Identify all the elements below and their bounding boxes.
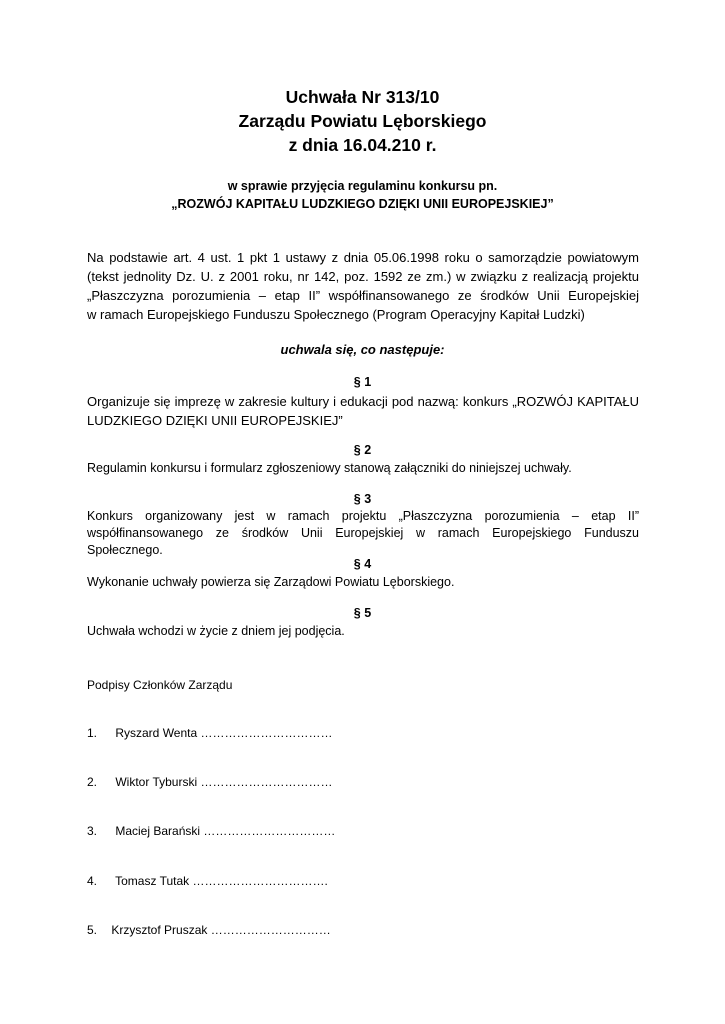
- preamble-line: w ramach Europejskiego Funduszu Społecznego (Program Operacyjny Kapitał Ludzki): [87, 307, 585, 322]
- section-line: Konkurs organizowany jest w ramach projektu „Płaszczyzna porozumienia – etap II”: [87, 509, 639, 523]
- signature-row: [87, 822, 335, 840]
- signatures-heading: Podpisy Członków Zarządu: [87, 678, 233, 692]
- subject-line-1: w sprawie przyjęcia regulaminu konkursu pn.: [227, 179, 498, 193]
- section-line: Regulamin konkursu i formularz zgłoszeniowy stanową załączniki do niniejszej uchwały.: [87, 461, 572, 475]
- document-title-date: z dnia 16.04.210 r.: [288, 135, 437, 155]
- section-5-text: [87, 622, 345, 641]
- signature-row: [87, 773, 332, 791]
- signature-number: 1.: [87, 726, 98, 740]
- section-line: Organizuje się imprezę w zakresie kultury i edukacji pod nazwą: konkurs „ROZWÓJ KAPITAŁU: [87, 394, 639, 409]
- signature-name: Ryszard Wenta: [115, 726, 198, 740]
- signature-dots: ……………………………: [200, 775, 333, 789]
- signature-dots: …………………………….: [192, 874, 328, 888]
- section-5-mark: § 5: [353, 606, 372, 620]
- document-title-number: Uchwała Nr 313/10: [285, 87, 440, 107]
- section-line: LUDZKIEGO DZIĘKI UNII EUROPEJSKIEJ”: [87, 413, 343, 428]
- preamble-line: „Płaszczyzna porozumienia – etap II” współfinansowanego ze środków Unii Europejskiej: [87, 288, 639, 303]
- signature-name: Wiktor Tyburski: [115, 775, 198, 789]
- preamble-line: Na podstawie art. 4 ust. 1 pkt 1 ustawy z dnia 05.06.1998 roku o samorządzie powiatowym: [87, 250, 639, 265]
- signature-number: 3.: [87, 824, 98, 838]
- preamble-line: (tekst jednolity Dz. U. z 2001 roku, nr 142, poz. 1592 ze zm.) w związku z realizacją projektu: [87, 269, 639, 284]
- resolution-clause: uchwala się, co następuje:: [280, 342, 445, 357]
- section-2-text: [87, 459, 572, 478]
- signature-name: Krzysztof Pruszak: [111, 923, 208, 937]
- section-3-text: [87, 508, 639, 559]
- signature-number: 2.: [87, 775, 98, 789]
- section-1-text: [87, 392, 639, 430]
- document-title-issuer: Zarządu Powiatu Lęborskiego: [238, 111, 487, 131]
- signature-dots: ……………………………: [203, 824, 336, 838]
- signature-row: [87, 724, 333, 742]
- signature-name: Maciej Barański: [115, 824, 201, 838]
- signature-number: 5.: [87, 923, 98, 937]
- section-line: Wykonanie uchwały powierza się Zarządowi Powiatu Lęborskiego.: [87, 575, 455, 589]
- section-2-mark: § 2: [353, 443, 372, 457]
- signature-dots: ……………………………: [200, 726, 333, 740]
- section-line: Uchwała wchodzi w życie z dniem jej podjęcia.: [87, 624, 345, 638]
- signature-row: [87, 921, 331, 939]
- section-line: współfinansowanego ze środków Unii Europejskiej w ramach Europejskiego Funduszu Społecznego.: [87, 526, 639, 557]
- section-1-mark: § 1: [353, 375, 372, 389]
- signature-number: 4.: [87, 874, 98, 888]
- subject-line-2: „ROZWÓJ KAPITAŁU LUDZKIEGO DZIĘKI UNII EUROPEJSKIEJ”: [171, 197, 554, 211]
- signature-row: [87, 872, 328, 890]
- section-3-mark: § 3: [353, 492, 372, 506]
- preamble: [87, 248, 639, 324]
- section-4-text: [87, 573, 454, 592]
- signature-dots: …………………………: [210, 923, 331, 937]
- section-4-mark: § 4: [353, 557, 372, 571]
- signature-name: Tomasz Tutak: [115, 874, 190, 888]
